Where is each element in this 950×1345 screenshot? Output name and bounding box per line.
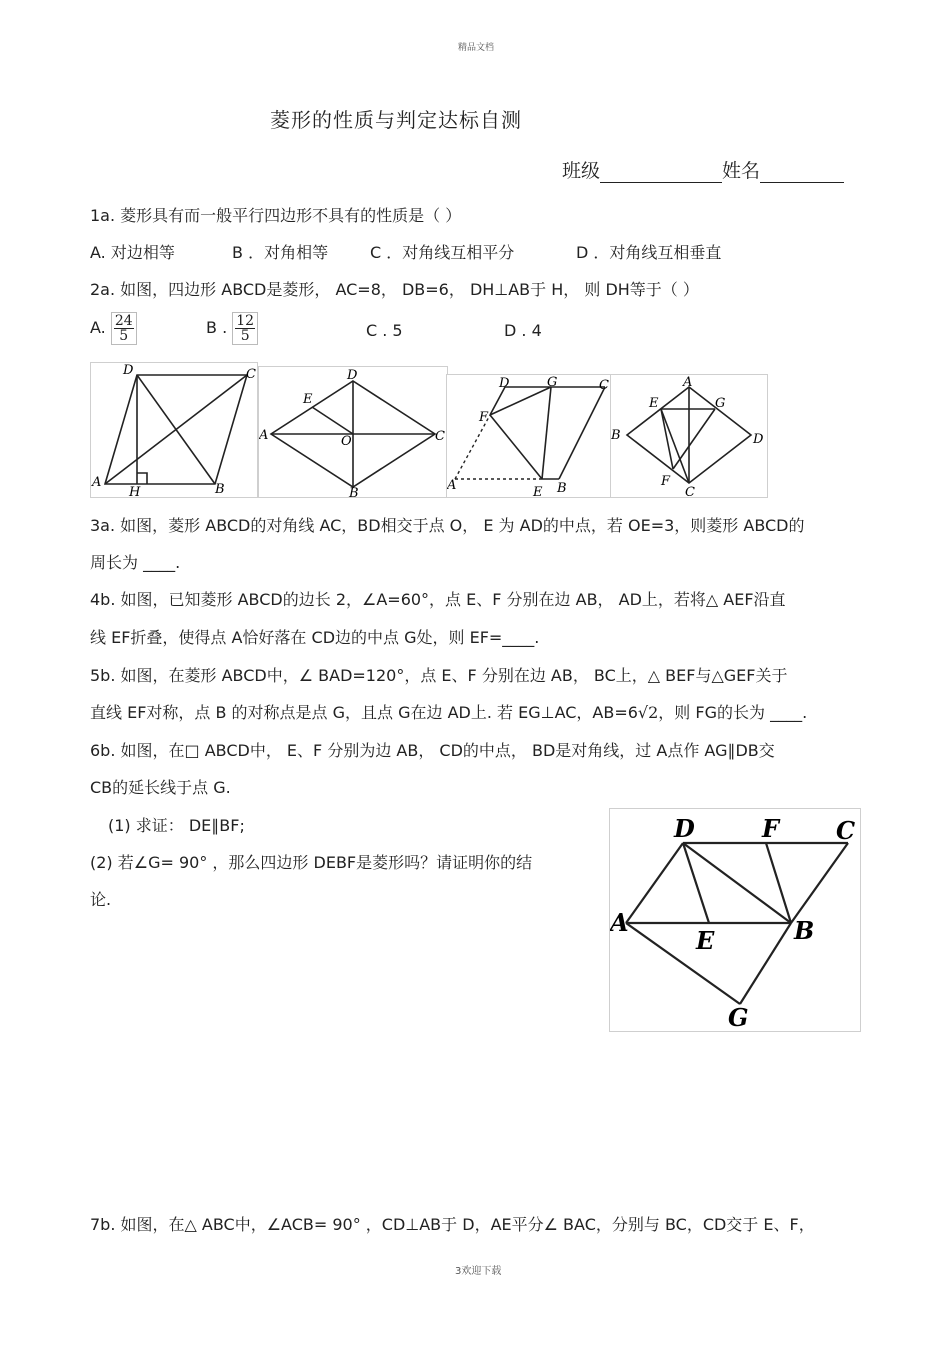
fig2-label-d: D xyxy=(347,368,358,383)
fig2-label-a: A xyxy=(259,428,269,443)
q1-option-c: C ．对角线互相平分 xyxy=(370,243,515,262)
fig2-label-b: B xyxy=(349,486,359,497)
q2-option-c: C . 5 xyxy=(366,321,403,340)
fig1-label-b: B xyxy=(215,482,225,497)
fig4-label-f: F xyxy=(661,474,671,489)
fig2-label-e: E xyxy=(303,392,313,407)
fraction-24-5 xyxy=(111,312,137,345)
q2-option-b xyxy=(206,312,258,345)
q2-option-a-label: A. xyxy=(90,318,106,337)
fig5-label-e: E xyxy=(696,926,715,955)
fig3-label-a: A xyxy=(447,478,457,493)
q1-option-b: B ．对角相等 xyxy=(232,243,329,262)
fig3-label-f: F xyxy=(479,410,489,425)
q6-sub2: (2) 若∠G= 90° ，那么四边形 DEBF是菱形吗？请证明你的结 xyxy=(90,853,533,872)
q2-option-d: D . 4 xyxy=(504,321,542,340)
figure-rhombus-oe xyxy=(258,366,448,498)
q2-stem: 2a. 如图，四边形 ABCD是菱形， AC=8， DB=6， DH⊥AB于 H， 则 DH等于（ ） xyxy=(90,280,699,299)
fig3-label-d: D xyxy=(499,376,510,391)
fig3-label-e: E xyxy=(533,485,543,497)
q3-line1: 3a. 如图，菱形 ABCD的对角线 AC，BD相交于点 O， E 为 AD的中点，若 OE=3，则菱形 ABCD的 xyxy=(90,516,805,535)
fig3-label-b: B xyxy=(557,481,567,496)
class-name-fields xyxy=(562,156,844,183)
q5-line2-a: 直线 EF对称，点 B 的对称点是点 G，且点 G在边 AD上. 若 EG⊥AC，AB=6 xyxy=(90,703,638,722)
fig1-label-c: C xyxy=(246,367,256,382)
q6-sub2-cont: 论. xyxy=(90,890,112,909)
fig3-label-c: C xyxy=(599,378,609,393)
name-label: 姓名 xyxy=(722,160,761,182)
q2-option-a xyxy=(90,312,137,345)
frac-b-den: 5 xyxy=(240,328,250,344)
sqrt-2: √2 xyxy=(637,703,659,722)
page-header-note: 精品文档 xyxy=(458,43,495,53)
fig5-label-f: F xyxy=(762,814,780,843)
fig4-label-e: E xyxy=(649,396,659,411)
q7-line1: 7b. 如图，在△ ABC中，∠ACB= 90° ，CD⊥AB于 D，AE平分∠ BAC，分别与 BC，CD交于 E、F， xyxy=(90,1215,815,1234)
fig5-label-g: G xyxy=(728,1003,749,1031)
fig4-label-c: C xyxy=(685,485,695,497)
page-title: 菱形的性质与判定达标自测 xyxy=(270,108,522,132)
fraction-12-5 xyxy=(232,312,258,345)
fig1-label-h: H xyxy=(129,485,141,497)
figure-rhombus-dh xyxy=(90,362,258,498)
fig5-label-d: D xyxy=(674,814,695,843)
figure-rhombus-eg xyxy=(610,374,768,498)
figure-fold-efg xyxy=(446,374,612,498)
class-blank xyxy=(600,162,722,183)
q3-line2: 周长为 ____. xyxy=(90,553,181,572)
q4-line2: 线 EF折叠，使得点 A恰好落在 CD边的中点 G处，则 EF=____. xyxy=(90,628,540,647)
fig1-label-a: A xyxy=(92,475,102,490)
q6-line2: CB的延长线于点 G. xyxy=(90,778,231,797)
fig2-label-c: C xyxy=(435,429,445,444)
fig4-label-a: A xyxy=(683,375,693,390)
q6-line1: 6b. 如图，在□ ABCD中， E、F 分别为边 AB， CD的中点， BD是对角线，过 A点作 AG∥DB交 xyxy=(90,741,775,760)
fig4-label-g: G xyxy=(715,396,726,411)
name-blank xyxy=(760,162,844,183)
frac-a-num: 24 xyxy=(114,313,133,329)
q1-stem: 1a. 菱形具有而一般平行四边形不具有的性质是（ ） xyxy=(90,206,462,225)
q1-option-d: D ．对角线互相垂直 xyxy=(576,243,722,262)
fig4-label-d: D xyxy=(753,432,764,447)
frac-b-num: 12 xyxy=(236,313,255,329)
q1-option-a: A. 对边相等 xyxy=(90,243,175,262)
fig2-label-o: O xyxy=(341,434,352,449)
fig5-label-c: C xyxy=(836,816,856,845)
q5-line2 xyxy=(90,700,807,723)
q4-line1: 4b. 如图，已知菱形 ABCD的边长 2，∠A=60°，点 E、F 分别在边 AB， AD上，若将△ AEF沿直 xyxy=(90,590,786,609)
class-label: 班级 xyxy=(562,160,601,182)
q5-line1: 5b. 如图，在菱形 ABCD中，∠ BAD=120°，点 E、F 分别在边 AB， BC上，△ BEF与△GEF关于 xyxy=(90,666,788,685)
fig5-label-a: A xyxy=(610,908,629,937)
fig4-label-b: B xyxy=(611,428,621,443)
fig5-label-b: B xyxy=(794,916,815,945)
q5-line2-b: ，则 FG的长为 ____. xyxy=(658,703,808,722)
q2-option-b-label: B . xyxy=(206,318,228,337)
page-footer: 3欢迎下载 xyxy=(455,1266,502,1277)
figure-parallelogram-debf xyxy=(609,808,861,1032)
fig1-label-d: D xyxy=(123,363,134,378)
fig3-label-g: G xyxy=(547,375,558,390)
frac-a-den: 5 xyxy=(119,328,129,344)
q6-sub1: (1) 求证： DE∥BF; xyxy=(108,816,245,835)
